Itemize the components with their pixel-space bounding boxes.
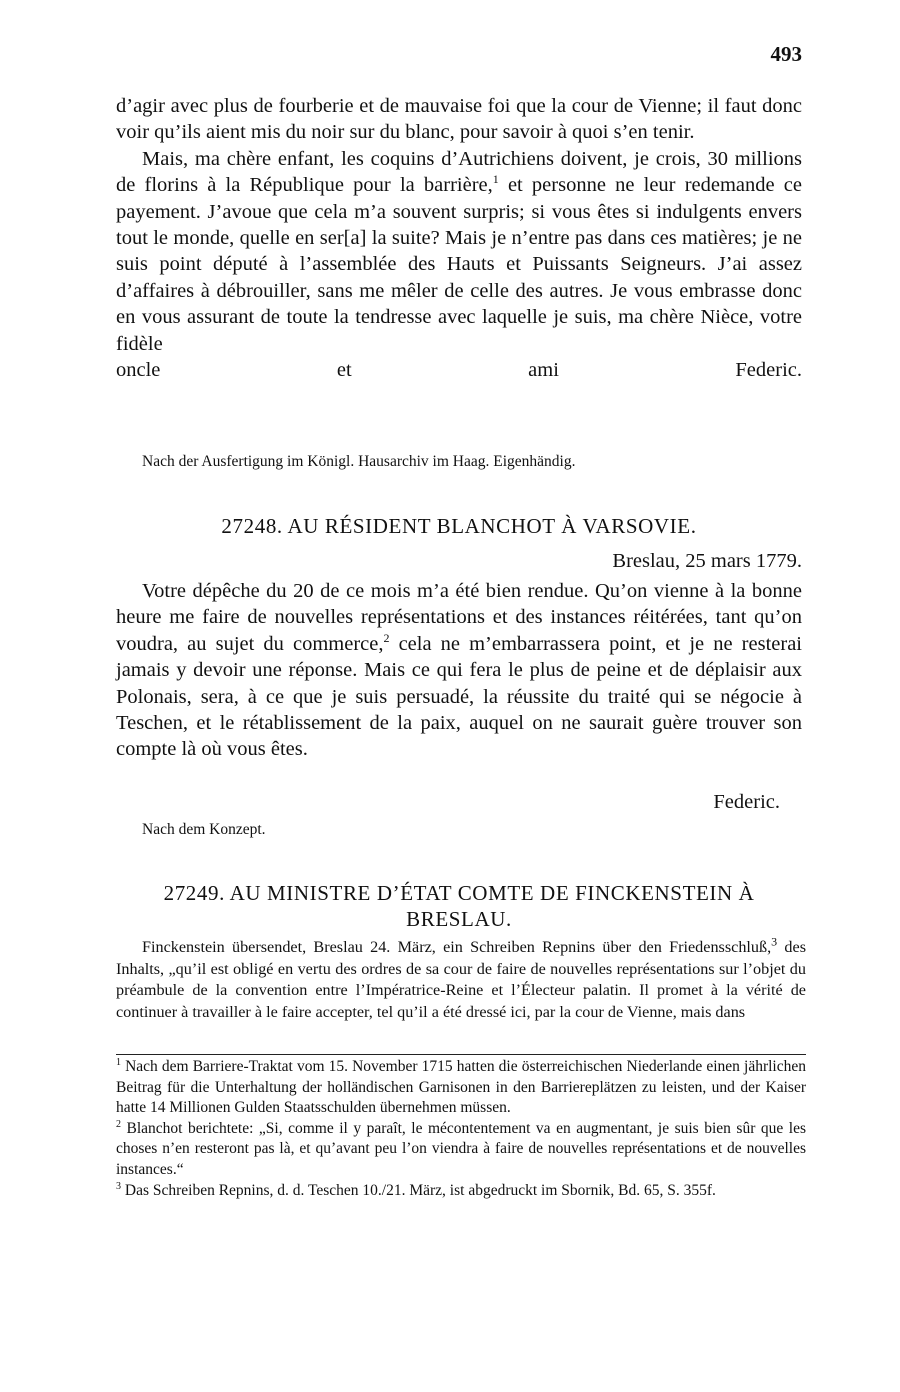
paragraph-text: cela ne m’embarrassera point, et je ne resterai jamais y devoir une réponse. Mais ce qui fera le plus de peine et de déplaisir aux Polonais, sera, à ce que je suis persuadé, la réussite du traité qui se négocie à Teschen, et le rétablissement de la paix, auquel on ne saurait guère trouver son compte là où vous êtes. [116, 632, 802, 761]
letter-heading [116, 880, 802, 932]
paragraph-text: Mais, ma chère enfant, les coquins d’Autrichiens doivent, je crois, 30 millions de florins à la République pour la barrière, [116, 147, 802, 197]
paragraph-text: et personne ne leur redemande ce payement. J’avoue que cela m’a souvent surpris; si vous êtes si indulgents envers tout le monde, quelle en ser[a] la suite? Mais je n’entre pas dans ces matières; je ne suis point député à l’assemblée des Hauts et Puissants Seigneurs. J’ai assez d’affaires à débrouiller, sans me mêler de celle des autres. Je vous embrasse donc en vous assurant de toute la tendresse avec laquelle je suis, ma chère Nièce, votre fidèle [116, 174, 802, 355]
paragraph-text: des Inhalts, „qu’il est obligé en vertu des ordres de sa cour de faire de nouvelles représentations sur l’objet du préambule de la convention entre l’Impératrice-Reine et l’Électeur palatin. Il promet à la vérité de continuer à travailler à le faire accepter, tel qu’il a été dressé ici, par la cour de Vienne, mais dans [116, 938, 806, 1021]
paragraph [116, 934, 806, 1023]
heading-line: 27249. AU MINISTRE D’ÉTAT COMTE DE FINCKENSTEIN À [163, 881, 755, 905]
footnote-divider [116, 1054, 806, 1055]
paragraph-text: Votre dépêche du 20 de ce mois m’a été bien rendue. Qu’on vienne à la bonne heure me faire de nouvelles représentations et des instances réitérées, tant qu’on voudra, au sujet du commerce, [116, 580, 802, 655]
footnote-text: Nach dem Barriere-Traktat vom 15. November 1715 hatten die österreichischen Niederlande einen jährlichen Beitrag für die Unterhaltung der holländischen Garnisonen in den Barriereplätzen zu leisten, und der Kaiser hatte 14 Millionen Gulden Staatsschulden übernehmen müssen. [116, 1058, 806, 1117]
footnote [116, 1181, 806, 1202]
paragraph [116, 146, 802, 357]
footnote [116, 1057, 806, 1119]
signature: Federic. [735, 359, 802, 382]
footnote-ref: 2 [383, 630, 390, 645]
footnote-ref: 1 [492, 172, 499, 187]
dateline: Breslau, 25 mars 1779. [612, 550, 802, 572]
paragraph [116, 93, 802, 146]
page-number: 493 [770, 42, 802, 66]
footnote-text: Das Schreiben Repnins, d. d. Teschen 10./21. März, ist abgedruckt im Sbornik, Bd. 65, S. 355f. [124, 1181, 716, 1199]
closing-line [116, 357, 802, 383]
source-note: Nach dem Konzept. [142, 821, 266, 838]
footnote-mark: 3 [116, 1180, 121, 1192]
footnote-mark: 2 [116, 1118, 121, 1130]
closing: oncle et ami [116, 359, 559, 382]
footnote-ref: 3 [771, 934, 778, 949]
paragraph-text: Finckenstein übersendet, Breslau 24. März, ein Schreiben Repnins über den Friedensschluß, [142, 938, 772, 956]
signature: Federic. [713, 791, 780, 813]
footnote-text: Blanchot berichtete: „Si, comme il y paraît, le mécontentement va en augmentant, je suis bien sûr que les choses n’en resteront pas là, et qu’avant peu l’on viendra à faire de nouvelles représentations et de nouvelles instances.“ [116, 1119, 806, 1178]
previous-letter-body [116, 93, 802, 383]
letter-heading: 27248. AU RÉSIDENT BLANCHOT À VARSOVIE. [221, 514, 697, 538]
heading-line: BRESLAU. [406, 907, 512, 931]
footnote-mark: 1 [116, 1056, 121, 1068]
footnotes [116, 1057, 806, 1201]
footnote [116, 1119, 806, 1181]
paragraph [116, 578, 802, 763]
letter-summary [116, 934, 806, 1023]
source-note: Nach der Ausfertigung im Königl. Hausarchiv im Haag. Eigenhändig. [142, 453, 576, 470]
letter-body [116, 578, 802, 763]
paragraph-text: d’agir avec plus de fourberie et de mauvaise foi que la cour de Vienne; il faut donc voir qu’ils aient mis du noir sur du blanc, pour savoir à quoi s’en tenir. [116, 95, 802, 144]
